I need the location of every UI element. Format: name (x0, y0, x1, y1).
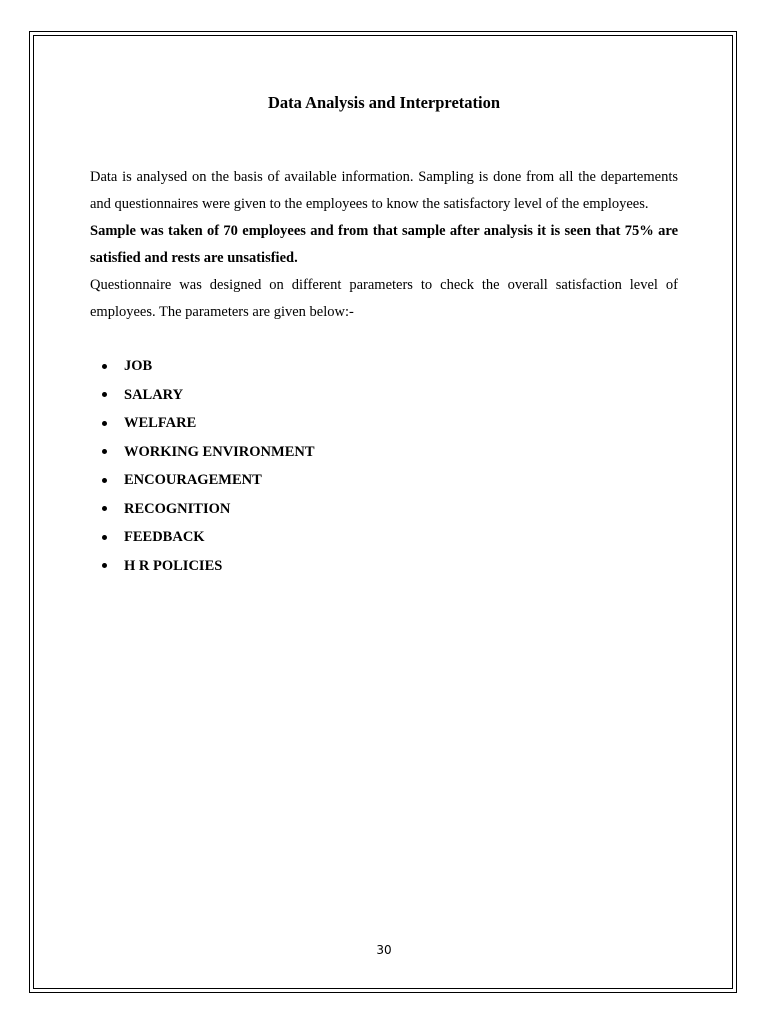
bullet-icon (102, 392, 107, 397)
parameter-label: WELFARE (124, 415, 197, 431)
list-item (102, 466, 315, 495)
parameter-label: H R POLICIES (124, 557, 223, 574)
parameter-label: JOB (124, 358, 153, 374)
document-body (90, 164, 678, 326)
bullet-icon (102, 535, 107, 540)
parameters-list (102, 352, 315, 580)
page-title: Data Analysis and Interpretation (267, 93, 501, 112)
list-item (102, 438, 315, 467)
parameter-label: SALARY (124, 386, 184, 403)
list-item (102, 495, 315, 524)
list-item (102, 381, 315, 410)
bullet-icon (102, 421, 107, 426)
parameters-intro-paragraph: Questionnaire was designed on different parameters to check the overall satisfaction level of employees. The parameters are given below:- (90, 277, 678, 320)
list-item (102, 523, 315, 552)
list-item (102, 409, 315, 438)
bullet-icon (102, 506, 107, 511)
parameter-label: WORKING ENVIRONMENT (124, 443, 315, 460)
parameter-label: FEEDBACK (124, 529, 205, 545)
list-item (102, 552, 315, 581)
bullet-icon (102, 563, 107, 568)
parameter-label: RECOGNITION (124, 500, 231, 517)
page-number: 30 (376, 943, 392, 957)
bullet-icon (102, 478, 107, 483)
intro-paragraph: Data is analysed on the basis of available information. Sampling is done from all the departements and questionnaires were given to the employees to know the satisfactory level of the employees. (90, 169, 678, 212)
sample-summary-paragraph: Sample was taken of 70 employees and from that sample after analysis it is seen that 75% are satisfied and rests are unsatisfied. (90, 223, 678, 266)
list-item (102, 352, 315, 381)
bullet-icon (102, 449, 107, 454)
parameter-label: ENCOURAGEMENT (124, 472, 262, 488)
bullet-icon (102, 364, 107, 369)
